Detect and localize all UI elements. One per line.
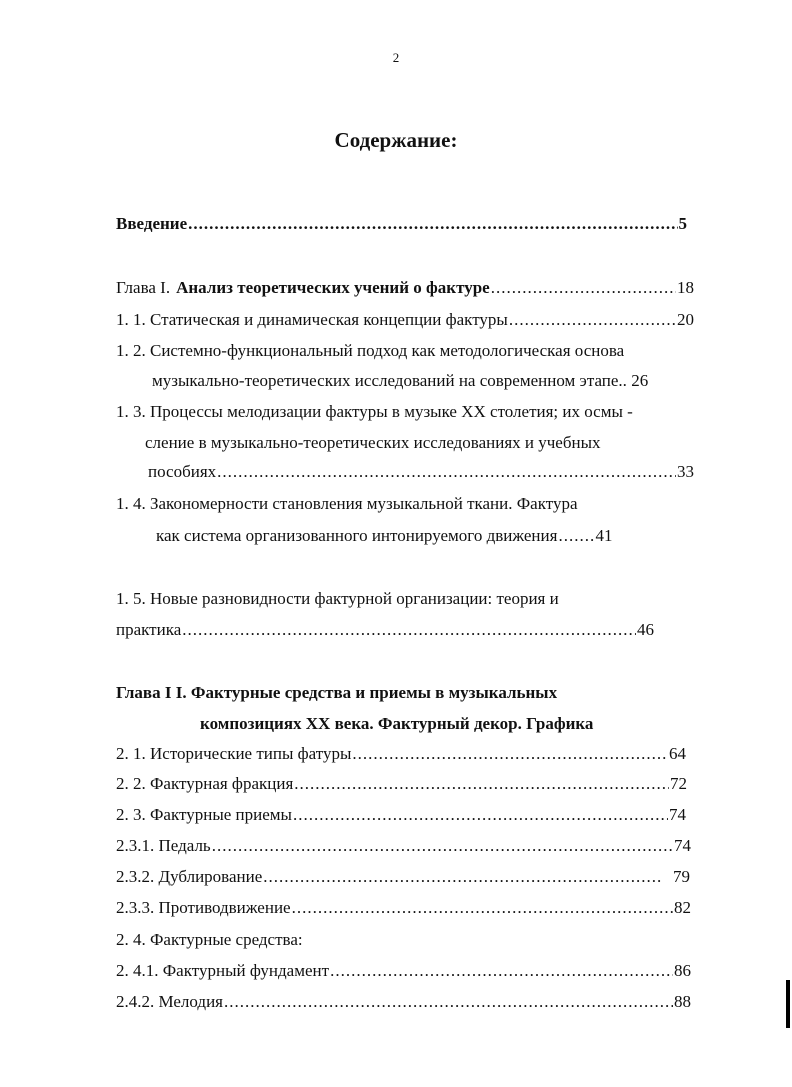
page-number: 2 bbox=[392, 50, 400, 65]
dot-leader bbox=[188, 213, 677, 235]
toc-entry-2-4-1[interactable] bbox=[116, 960, 691, 982]
dot-leader bbox=[217, 461, 676, 483]
dot-leader bbox=[330, 960, 673, 982]
scan-edge-mark bbox=[786, 980, 790, 1028]
toc-entry-page: 33 bbox=[677, 462, 694, 481]
dot-leader bbox=[352, 743, 668, 765]
toc-entry-2-1[interactable] bbox=[116, 743, 686, 765]
toc-entry-1-5-line2[interactable] bbox=[116, 619, 654, 641]
toc-entry-label: 2. 3. Фактурные приемы bbox=[116, 805, 292, 824]
toc-entry-page: 5 bbox=[678, 214, 687, 233]
toc-entry-label: 2. 1. Исторические типы фатуры bbox=[116, 744, 352, 763]
toc-entry-2-4[interactable]: 2. 4. Фактурные средства: bbox=[116, 930, 303, 949]
toc-entry-page: 82 bbox=[674, 898, 691, 917]
toc-entry-1-4-line1[interactable]: 1. 4. Закономерности становления музыкальной ткани. Фактура bbox=[116, 494, 578, 513]
toc-entry-chapter-2-line1[interactable]: Глава I I. Фактурные средства и приемы в музыкальных bbox=[116, 683, 558, 702]
dot-leader bbox=[509, 309, 676, 331]
toc-entry-2-2[interactable] bbox=[116, 773, 687, 795]
toc-entry-1-3-line3[interactable] bbox=[148, 461, 694, 483]
toc-entry-page: 26 bbox=[631, 371, 649, 390]
toc-entry-2-4-2[interactable] bbox=[116, 991, 691, 1013]
toc-entry-page: 86 bbox=[674, 961, 691, 980]
chapter-prefix: Глава I. bbox=[116, 278, 171, 297]
toc-entry-page: 41 bbox=[595, 526, 613, 545]
toc-entry-label: Анализ теоретических учений о фактуре bbox=[176, 278, 490, 297]
toc-entry-label: 2. 4.1. Фактурный фундамент bbox=[116, 961, 330, 980]
toc-entry-2-3-1[interactable] bbox=[116, 835, 691, 857]
toc-entry-1-5-line1[interactable]: 1. 5. Новые разновидности фактурной организации: теория и bbox=[116, 589, 559, 608]
toc-entry-page: 72 bbox=[670, 774, 687, 793]
dot-leader bbox=[292, 897, 673, 919]
dot-leader bbox=[491, 277, 676, 299]
toc-entry-label: 2.3.2. Дублирование bbox=[116, 867, 263, 886]
toc-entry-label: Введение bbox=[116, 214, 188, 233]
toc-entry-label: 2.4.2. Мелодия bbox=[116, 992, 223, 1011]
toc-entry-1-1[interactable] bbox=[116, 309, 694, 331]
toc-entry-page: 74 bbox=[674, 836, 691, 855]
toc-entry-2-3-2[interactable] bbox=[116, 866, 690, 888]
toc-entry-label: пособиях bbox=[148, 462, 217, 481]
dot-leader bbox=[182, 619, 636, 641]
dot-leader bbox=[293, 804, 668, 826]
toc-entry-chapter-1[interactable] bbox=[116, 277, 694, 299]
toc-entry-1-2-line2[interactable] bbox=[152, 370, 648, 392]
toc-entry-label: 1. 1. Статическая и динамическая концепции фактуры bbox=[116, 310, 508, 329]
toc-entry-label: 2. 2. Фактурная фракция bbox=[116, 774, 294, 793]
dot-leader bbox=[224, 991, 673, 1013]
toc-entry-1-2-line1[interactable]: 1. 2. Системно-функциональный подход как методологическая основа bbox=[116, 341, 625, 360]
toc-entry-label: 2.3.3. Противодвижение bbox=[116, 898, 291, 917]
toc-entry-label: 2.3.1. Педаль bbox=[116, 836, 211, 855]
dot-leader bbox=[294, 773, 669, 795]
toc-entry-2-3-3[interactable] bbox=[116, 897, 691, 919]
toc-entry-1-3-line1[interactable]: 1. 3. Процессы мелодизации фактуры в музыке XX столетия; их осмы - bbox=[116, 402, 633, 421]
toc-entry-page: 18 bbox=[677, 278, 694, 297]
toc-entry-intro[interactable] bbox=[116, 213, 687, 235]
dot-leader bbox=[212, 835, 673, 857]
toc-entry-page: 88 bbox=[674, 992, 691, 1011]
toc-entry-1-3-line2[interactable]: сление в музыкально-теоретических исследованиях и учебных bbox=[145, 433, 601, 452]
toc-entry-1-4-line2[interactable] bbox=[156, 525, 684, 547]
page-title: Содержание: bbox=[334, 128, 458, 152]
toc-entry-label: как система организованного интонируемого движения bbox=[156, 526, 558, 545]
dot-leader bbox=[263, 866, 661, 888]
toc-entry-label: музыкально-теоретических исследований на современном этапе.. bbox=[152, 371, 627, 390]
toc-entry-page: 79 bbox=[673, 867, 690, 886]
toc-entry-page: 74 bbox=[669, 805, 686, 824]
toc-entry-2-3[interactable] bbox=[116, 804, 686, 826]
toc-entry-chapter-2-line2[interactable]: композициях XX века. Фактурный декор. Графика bbox=[200, 714, 594, 733]
dot-leader bbox=[558, 525, 594, 547]
toc-entry-page: 46 bbox=[637, 620, 654, 639]
toc-entry-page: 64 bbox=[669, 744, 686, 763]
toc-entry-page: 20 bbox=[677, 310, 694, 329]
toc-entry-label: практика bbox=[116, 620, 182, 639]
